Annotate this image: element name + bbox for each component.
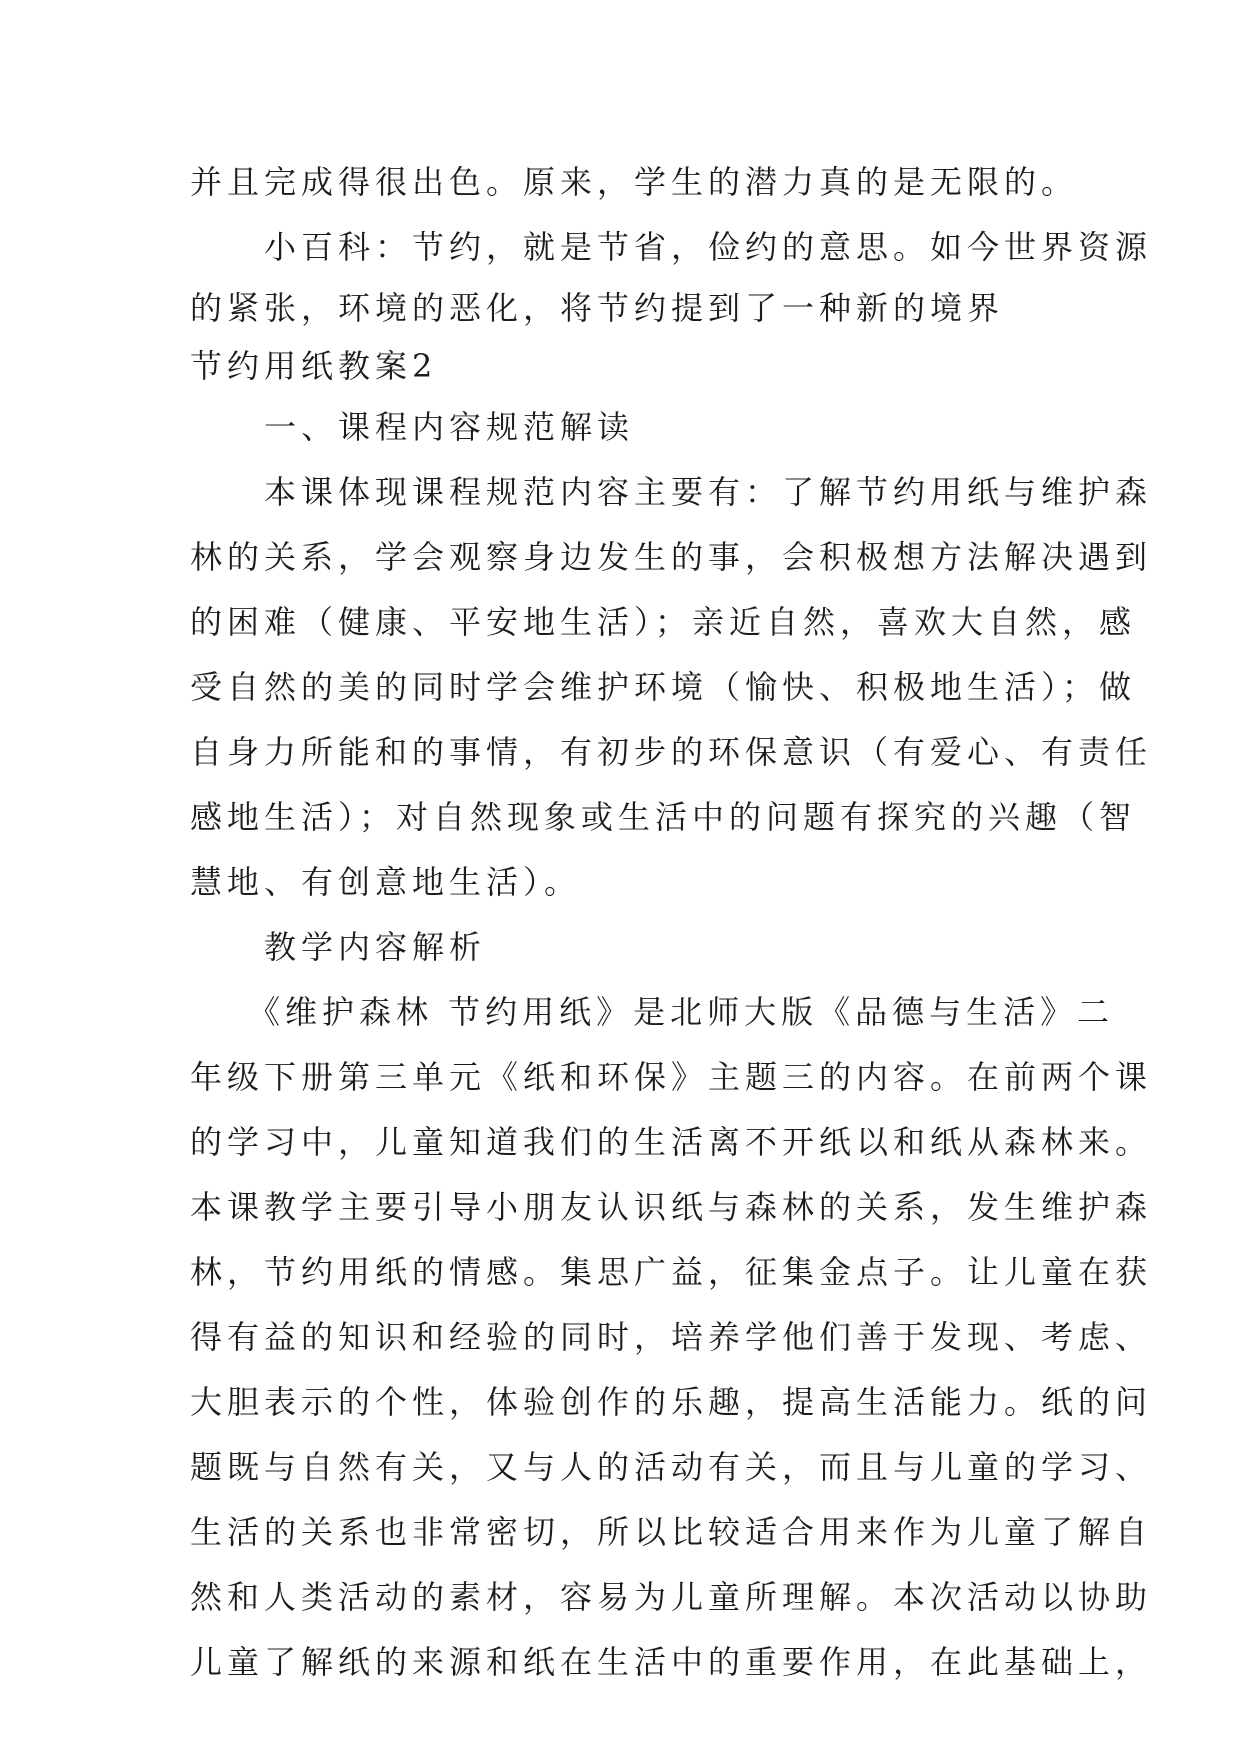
text-line-22: 生活的关系也非常密切，所以比较适合用来作为儿童了解自	[190, 1513, 1153, 1551]
text-line-19: 得有益的知识和经验的同时，培养学他们善于发现、考虑、	[190, 1318, 1153, 1356]
text-line-24: 儿童了解纸的来源和纸在生活中的重要作用，在此基础上，	[190, 1643, 1153, 1681]
text-line-16: 的学习中，儿童知道我们的生活离不开纸以和纸从森林来。	[190, 1123, 1153, 1161]
text-line-14: 《维护森林 节约用纸》是北师大版《品德与生活》二	[190, 993, 1115, 1031]
text-line-11: 感地生活）；对自然现象或生活中的问题有探究的兴趣（智	[190, 798, 1137, 836]
text-line-15: 年级下册第三单元《纸和环保》主题三的内容。在前两个课	[190, 1058, 1153, 1096]
section-title: 节约用纸教案2	[190, 347, 438, 385]
text-line-18: 林，节约用纸的情感。集思广益，征集金点子。让儿童在获	[190, 1253, 1153, 1291]
text-line-12: 慧地、有创意地生活）。	[190, 863, 582, 901]
text-line-20: 大胆表示的个性，体验创作的乐趣，提高生活能力。纸的问	[190, 1383, 1153, 1421]
text-line-7: 林的关系，学会观察身边发生的事，会积极想方法解决遇到	[190, 538, 1153, 576]
text-line-1: 并且完成得很出色。原来，学生的潜力真的是无限的。	[190, 163, 1079, 201]
subsection-heading: 教学内容解析	[190, 928, 487, 966]
text-line-17: 本课教学主要引导小朋友认识纸与森林的关系，发生维护森	[190, 1188, 1153, 1226]
text-line-8: 的困难（健康、平安地生活）；亲近自然，喜欢大自然，感	[190, 603, 1137, 641]
text-line-10: 自身力所能和的事情，有初步的环保意识（有爱心、有责任	[190, 733, 1153, 771]
text-line-9: 受自然的美的同时学会维护环境（愉快、积极地生活）；做	[190, 668, 1137, 706]
text-line-21: 题既与自然有关，又与人的活动有关，而且与儿童的学习、	[190, 1448, 1153, 1486]
text-line-5: 一、课程内容规范解读	[190, 408, 635, 446]
document-body	[190, 150, 1153, 1695]
text-line-3: 的紧张，环境的恶化，将节约提到了一种新的境界	[190, 289, 1005, 327]
text-line-6: 本课体现课程规范内容主要有：了解节约用纸与维护森	[190, 473, 1153, 511]
text-line-2: 小百科：节约，就是节省，俭约的意思。如今世界资源	[190, 228, 1153, 266]
text-line-23: 然和人类活动的素材，容易为儿童所理解。本次活动以协助	[190, 1578, 1153, 1616]
